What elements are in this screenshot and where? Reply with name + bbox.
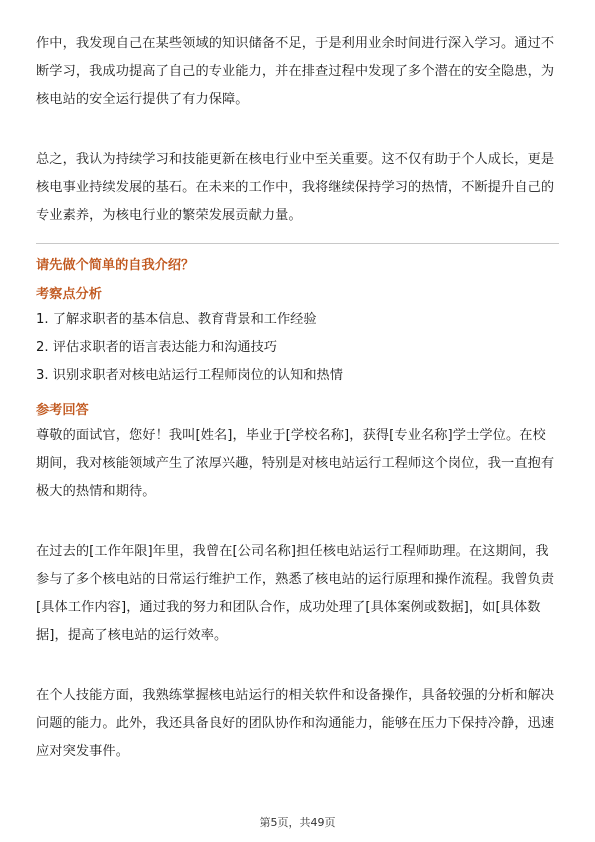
- analysis-item: 1. 了解求职者的基本信息、教育背景和工作经验: [36, 312, 317, 327]
- answer-paragraph: 尊敬的面试官，您好！我叫[姓名]，毕业于[学校名称]，获得[专业名称]学士学位。在校期间，我对核能领域产生了浓厚兴趣，特别是对核电站运行工程师这个岗位，我一直抱有极大的热情和期待。: [36, 428, 555, 499]
- analysis-item: 3. 识别求职者对核电站运行工程师岗位的认知和热情: [36, 368, 343, 383]
- analysis-item: 2. 评估求职者的语言表达能力和沟通技巧: [36, 340, 277, 355]
- document-page: [36, 0, 559, 842]
- page-number: 第5页，共49页: [259, 816, 336, 829]
- answer-paragraph: 在过去的[工作年限]年里，我曾在[公司名称]担任核电站运行工程师助理。在这期间，我参与了多个核电站的日常运行维护工作，熟悉了核电站的运行原理和操作流程。我曾负责[具体工作内容]，通过我的努力和团队合作，成功处理了[具体案例或数据]，如[具体数据]，提高了核电站的运行效率。: [36, 544, 555, 643]
- question-title: 请先做个简单的自我介绍？: [36, 258, 195, 273]
- section-divider: [36, 243, 559, 244]
- answer-paragraph: 在个人技能方面，我熟练掌握核电站运行的相关软件和设备操作，具备较强的分析和解决问题的能力。此外，我还具备良好的团队协作和沟通能力，能够在压力下保持冷静，迅速应对突发事件。: [36, 688, 555, 759]
- body-paragraph: 作中，我发现自己在某些领域的知识储备不足，于是利用业余时间进行深入学习。通过不断学习，我成功提高了自己的专业能力，并在排查过程中发现了多个潜在的安全隐患，为核电站的安全运行提供了有力保障。: [36, 36, 555, 107]
- answer-heading: 参考回答: [36, 403, 89, 418]
- body-paragraph: 总之，我认为持续学习和技能更新在核电行业中至关重要。这不仅有助于个人成长，更是核电事业持续发展的基石。在未来的工作中，我将继续保持学习的热情，不断提升自己的专业素养，为核电行业的繁荣发展贡献力量。: [36, 152, 555, 223]
- analysis-heading: 考察点分析: [36, 287, 102, 302]
